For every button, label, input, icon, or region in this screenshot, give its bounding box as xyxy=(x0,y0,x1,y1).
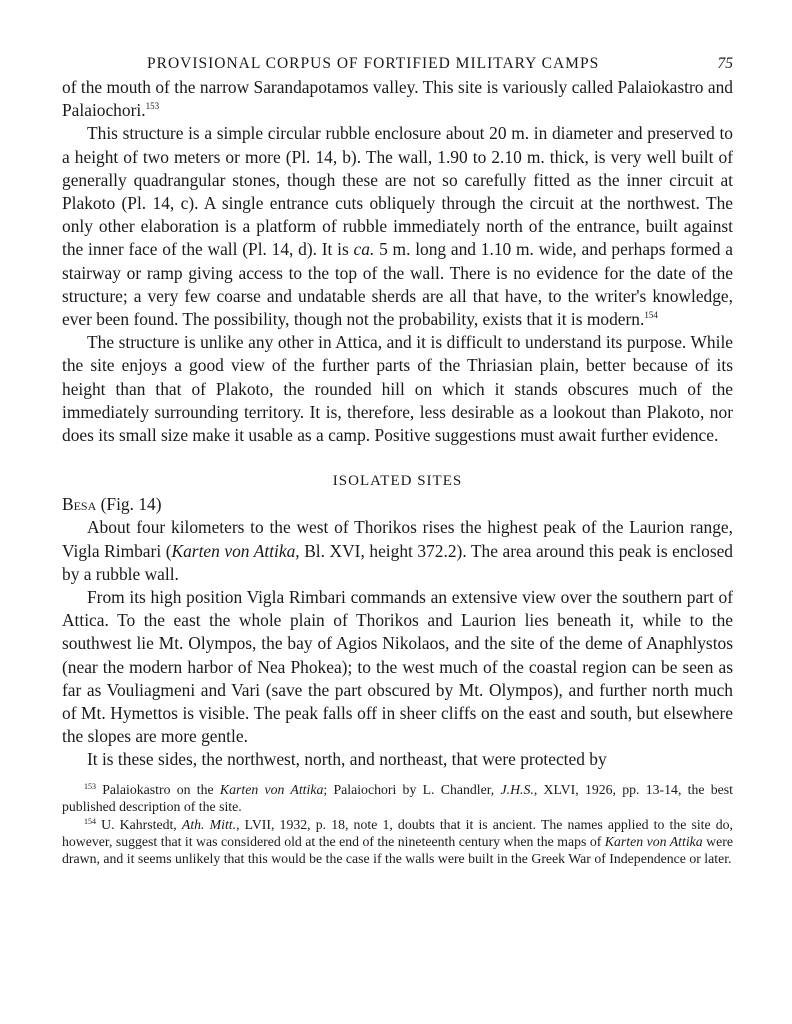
paragraph-4: About four kilometers to the west of Thorikos rises the highest peak of the Laurion range, Vigla Rimbari (Karten von Attika, Bl. XVI, height 372.2). The area around this peak is enclosed by a rubble wall. xyxy=(62,517,733,584)
paragraph-2: This structure is a simple circular rubble enclosure about 20 m. in diameter and preserved to a height of two meters or more (Pl. 14, b). The wall, 1.90 to 2.10 m. thick, is very well built of generally quadrangular stones, though these are not so carefully fitted as the inner circuit at Plakoto (Pl. 14, c). A single entrance cuts obliquely through the circuit at the northwest. The only other elaboration is a platform of rubble immediately north of the entrance, built against the inner face of the wall (Pl. 14, d). It is ca. 5 m. long and 1.10 m. wide, and perhaps formed a stairway or ramp giving access to the top of the wall. There is no evidence for the date of the structure; a very few coarse and undatable sherds are all that have, to the writer's knowledge, ever been found. The possibility, though not the probability, exists that it is modern.$^{154}$ xyxy=(62,123,733,330)
site-name: Besa xyxy=(62,494,97,515)
running-head: PROVISIONAL CORPUS OF FORTIFIED MILITARY CAMPS xyxy=(147,55,600,72)
site-subheading xyxy=(62,493,733,516)
footnote-153: $^{153}$ Palaiokastro on the Karten von Attika; Palaiochori by L. Chandler, J.H.S., XLVI, 1926, pp. 13-14, the best published description of the site. xyxy=(62,781,733,815)
footnotes xyxy=(62,781,733,868)
footnote-154: $^{154}$ U. Kahrstedt, Ath. Mitt., LVII, 1932, p. 18, note 1, doubts that it is ancient. The names applied to the site do, however, suggest that it was considered old at the end of the nineteenth century when the maps of Karten von Attika were drawn, and it seems unlikely that this would be the case if the walls were built in the Greek War of Independence or later. xyxy=(62,816,733,867)
page-number: 75 xyxy=(717,55,733,72)
paragraph-1: of the mouth of the narrow Sarandapotamos valley. This site is variously called Palaiokastro and Palaiochori.$^{153}$ xyxy=(62,77,733,121)
footnote-ref-153: 153 xyxy=(145,101,160,112)
paragraph-3: The structure is unlike any other in Attica, and it is difficult to understand its purpose. While the site enjoys a good view of the further parts of the Thriasian plain, better because of its height than that of Plakoto, the rounded hill on which it stands obscures much of the immediately surrounding territory. It is, therefore, less desirable as a lookout than Plakoto, nor does its small size make it usable as a camp. Positive suggestions must await further evidence. xyxy=(62,332,733,446)
figure-reference: (Fig. 14) xyxy=(96,494,162,515)
footnote-ref-154: 154 xyxy=(644,310,658,321)
body-text xyxy=(62,76,733,772)
page xyxy=(62,50,733,868)
page-header xyxy=(62,50,733,76)
paragraph-6: It is these sides, the northwest, north, and northeast, that were protected by xyxy=(87,749,607,770)
paragraph-5: From its high position Vigla Rimbari commands an extensive view over the southern part of Attica. To the east the whole plain of Thorikos and Laurion lies beneath it, while to the southwest lie Mt. Olympos, the bay of Agios Nikolaos, and the site of the deme of Anaphlystos (near the modern harbor of Nea Phokea); to the west much of the coastal region can be seen as far as Vouliagmeni and Vari (save the part obscured by Mt. Olympos), and further north much of Mt. Hymettos is visible. The peak falls off in sheer cliffs on the east and south, but elsewhere the slopes are more gentle. xyxy=(62,587,733,747)
section-heading: ISOLATED SITES xyxy=(332,473,463,490)
